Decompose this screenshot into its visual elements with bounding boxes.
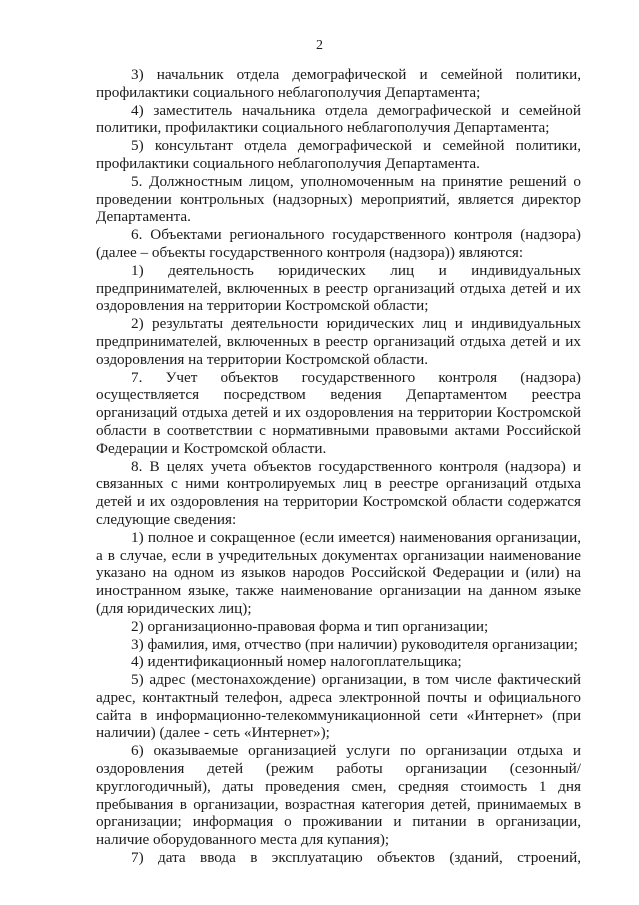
paragraph: 5) адрес (местонахождение) организации, в том числе фактический адрес, контактный телефон, адреса электронной почты и официального сайта в информационно-телекоммуникационной сети «Интернет» (при наличии) (далее - сеть «Интернет»);: [96, 671, 581, 742]
paragraph: 7) дата ввода в эксплуатацию объектов (зданий, строений,: [131, 849, 581, 867]
paragraph: 6) оказываемые организацией услуги по организации отдыха и оздоровления детей (режим работы организации (сезонный/круглогодичный), даты проведения смен, средняя стоимость 1 дня пребывания в организации, возрастная категория детей, принимаемых в организации; информация о проживании и питании в организации, наличие оборудованного места для купания);: [96, 742, 581, 849]
paragraph: 5. Должностным лицом, уполномоченным на принятие решений о проведении контрольных (надзорных) мероприятий, является директор Департамента.: [96, 172, 581, 226]
paragraph: 3) начальник отдела демографической и семейной политики, профилактики социального неблагополучия Департамента;: [96, 66, 581, 101]
paragraph: 6. Объектами регионального государственного контроля (надзора) (далее – объекты государственного контроля (надзора)) являются:: [96, 226, 581, 261]
paragraph: 4) идентификационный номер налогоплательщика;: [131, 653, 462, 671]
paragraph: 3) фамилия, имя, отчество (при наличии) руководителя организации;: [131, 635, 578, 653]
paragraph: 4) заместитель начальника отдела демографической и семейной политики, профилактики социального неблагополучия Департамента;: [96, 101, 581, 137]
paragraph: 7. Учет объектов государственного контроля (надзора) осуществляется посредством ведения Департаментом реестра организаций отдыха детей и их оздоровления на территории Костромской области в соответствии с нормативными правовыми актами Российской Федерации и Костромской области.: [96, 368, 581, 457]
paragraph: 1) полное и сокращенное (если имеется) наименования организации, а в случае, если в учредительных документах организации наименование указано на одном из языков народов Российской Федерации и (или) на иностранном языке, также наименование организации на данном языке (для юридических лиц);: [96, 528, 581, 617]
paragraph: 2) организационно-правовая форма и тип организации;: [131, 617, 489, 635]
paragraph: 8. В целях учета объектов государственного контроля (надзора) и связанных с ними контролируемых лиц в реестре организаций отдыха детей и их оздоровления на территории Костромской области содержатся следующие сведения:: [96, 457, 581, 528]
paragraph: 1) деятельность юридических лиц и индивидуальных предпринимателей, включенных в реестр организаций отдыха детей и их оздоровления на территории Костромской области;: [96, 261, 581, 315]
page-number: 2: [316, 38, 323, 53]
document-body: [96, 66, 581, 867]
paragraph: 5) консультант отдела демографической и семейной политики, профилактики социального неблагополучия Департамента.: [96, 137, 581, 172]
paragraph: 2) результаты деятельности юридических лиц и индивидуальных предпринимателей, включенных в реестр организаций отдыха детей и их оздоровления на территории Костромской области.: [96, 315, 581, 368]
